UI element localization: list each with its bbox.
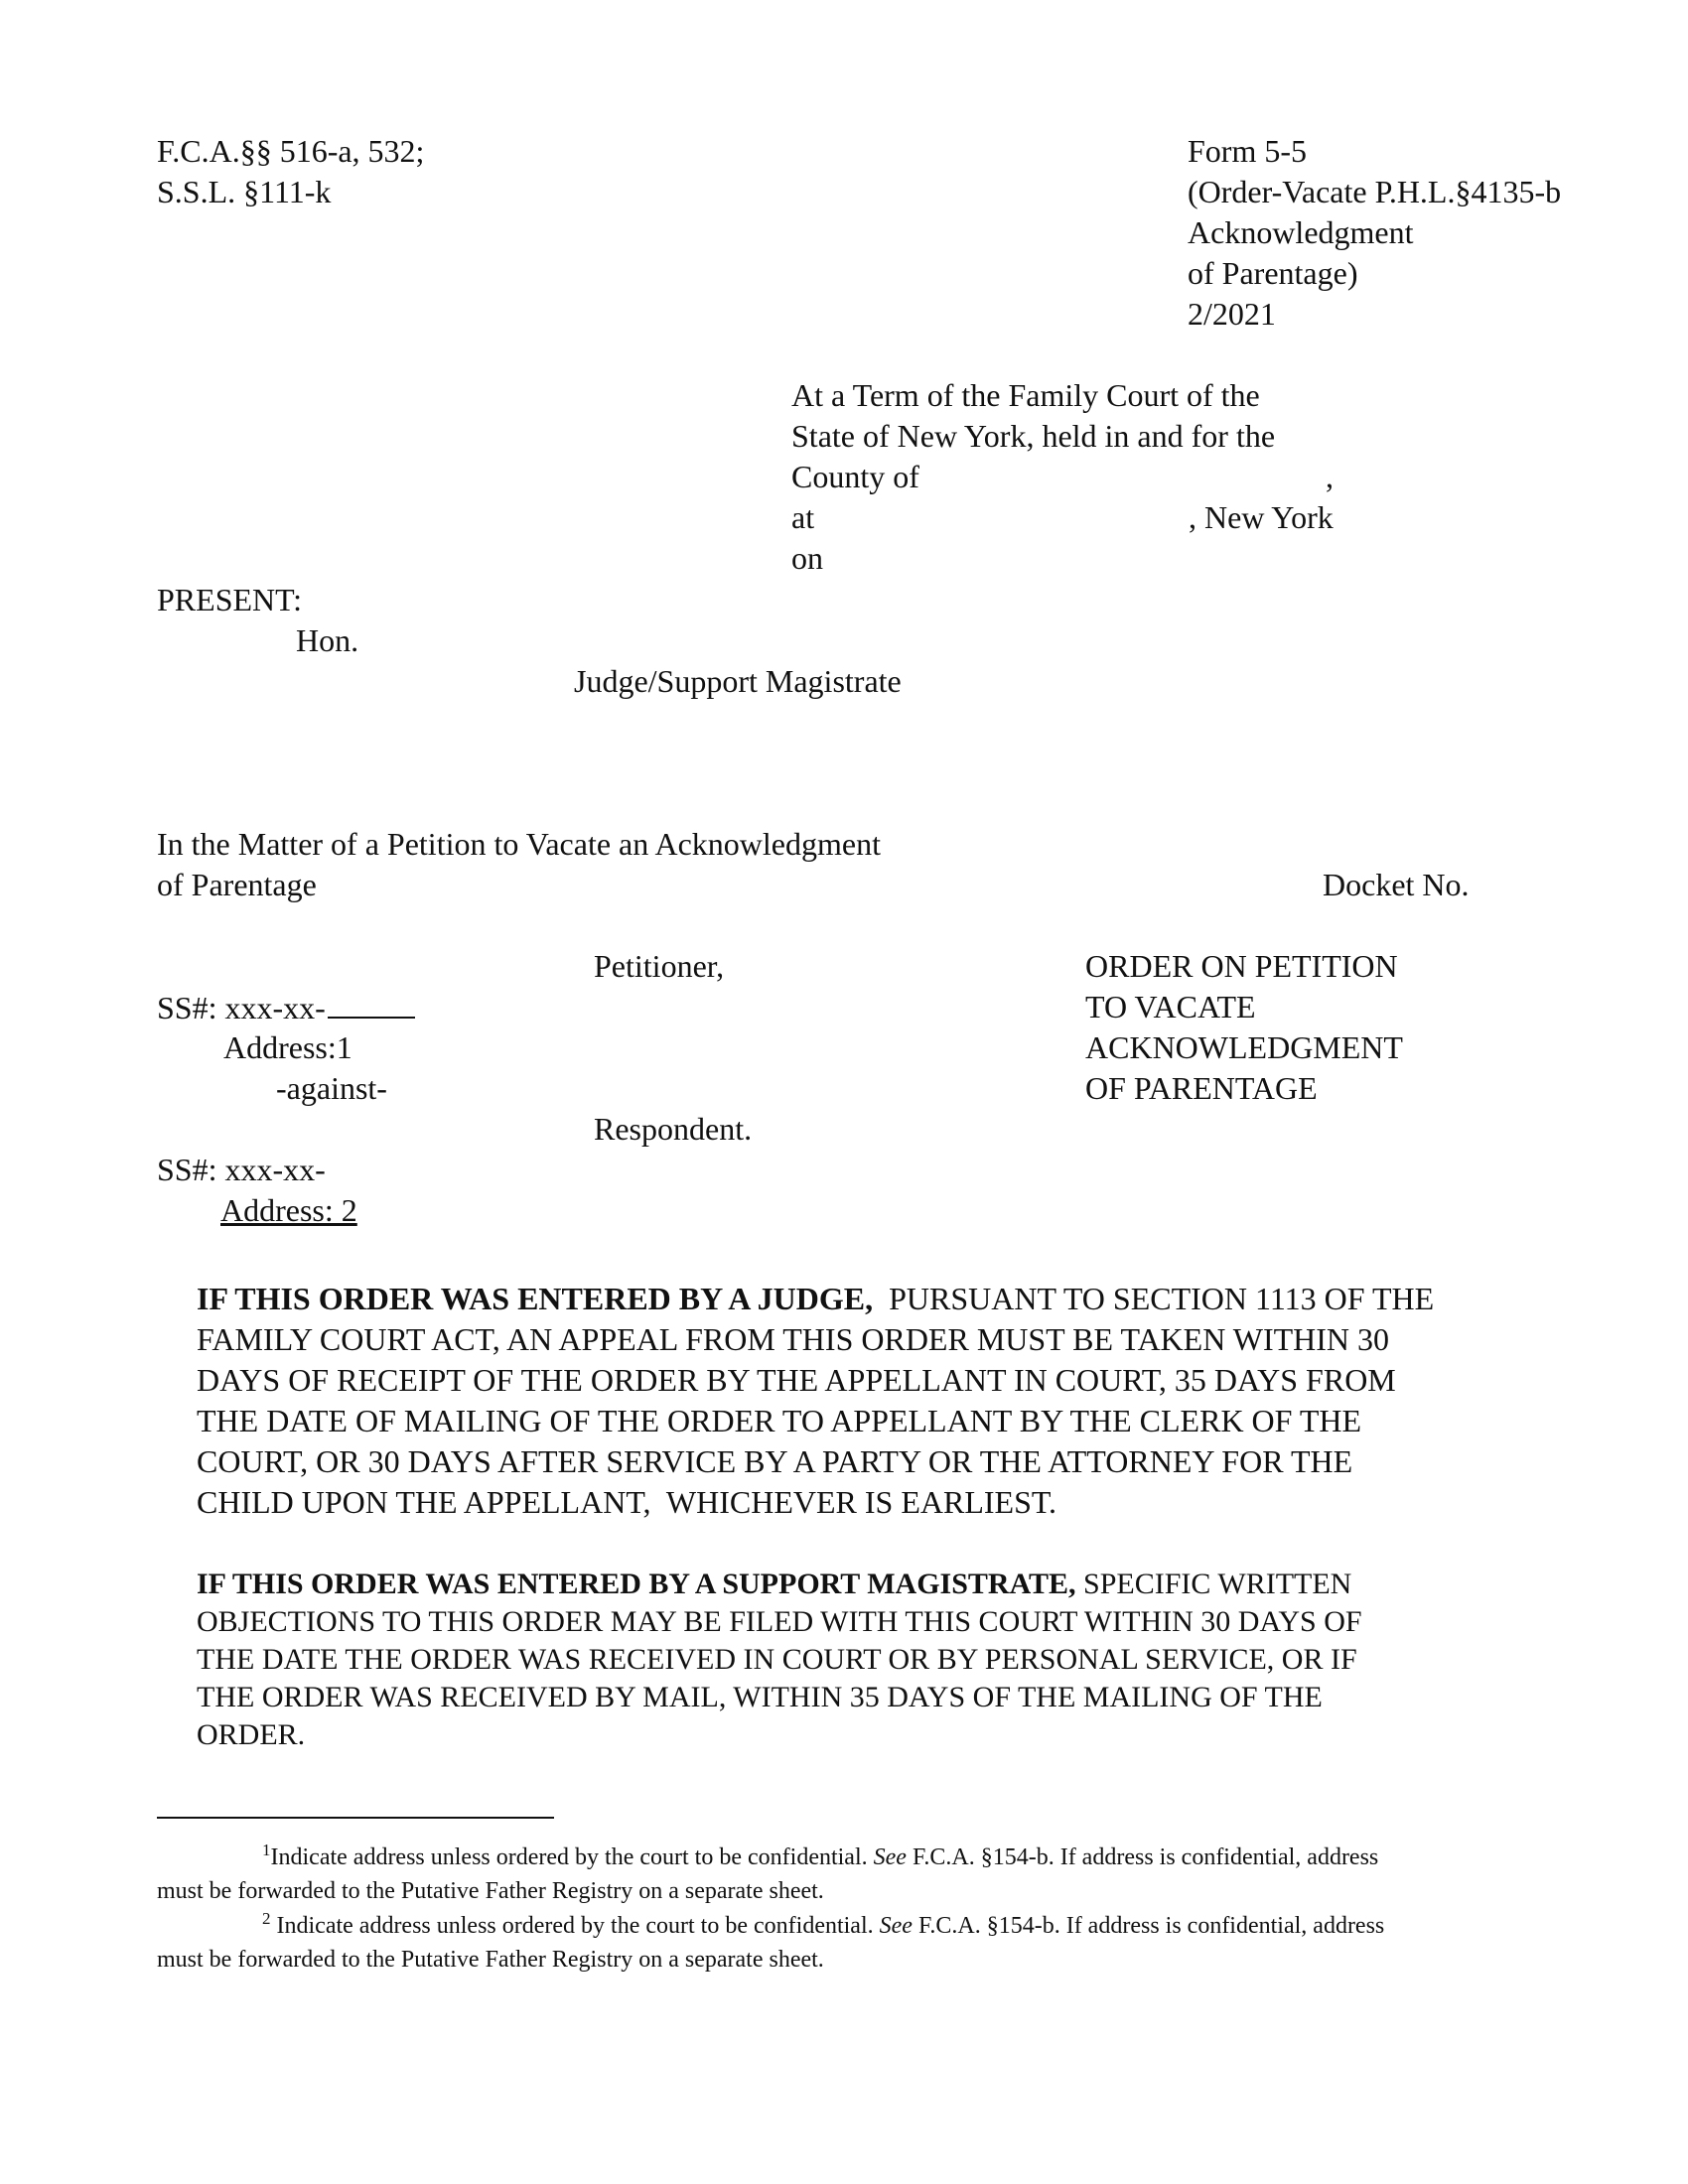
term-of-court	[791, 375, 1367, 579]
order-title-line-1: ORDER ON PETITION	[1085, 948, 1398, 984]
term-line-2: State of New York, held in and for the	[791, 418, 1276, 454]
footnote-2-mark: 2	[262, 1909, 271, 1928]
footnote-2	[157, 1909, 1384, 1977]
footnote-1-mark: 1	[262, 1841, 271, 1859]
against-label: -against-	[276, 1070, 387, 1106]
matter-caption	[157, 824, 881, 905]
petitioner-address-label: Address:	[223, 1029, 337, 1065]
judge-appeal-notice	[197, 1279, 1434, 1523]
magistrate-notice-bold: IF THIS ORDER WAS ENTERED BY A SUPPORT MAGISTRATE,	[197, 1568, 1076, 1600]
magistrate-notice-line-5: ORDER.	[197, 1718, 306, 1751]
form-number: Form 5-5	[1188, 133, 1307, 169]
footnote-2-line-1	[157, 1909, 1384, 1943]
matter-line-1: In the Matter of a Petition to Vacate an Acknowledgment	[157, 826, 881, 862]
footnote-1-see: See	[873, 1844, 907, 1870]
form-title-line-3: of Parentage)	[1188, 255, 1358, 291]
footnote-2-line-2: must be forwarded to the Putative Father Registry on a separate sheet.	[157, 1947, 824, 1973]
petitioner-ss-line	[157, 987, 415, 1028]
magistrate-notice-line-1	[197, 1566, 1362, 1603]
on-label: on	[791, 540, 823, 576]
footnote-ref-1: 1	[336, 1029, 352, 1065]
respondent-ss-label: SS#: xxx-xx-	[157, 1152, 326, 1187]
magistrate-notice-line-1-rest: SPECIFIC WRITTEN	[1075, 1568, 1352, 1600]
present-label: PRESENT:	[157, 582, 302, 617]
at-line	[791, 497, 1367, 538]
docket-label: Docket No.	[1323, 867, 1470, 902]
petitioner-address-line	[223, 1027, 352, 1068]
footnote-1	[157, 1841, 1378, 1908]
order-title-line-4: OF PARENTAGE	[1085, 1070, 1318, 1106]
hon-label: Hon.	[296, 622, 359, 658]
petitioner-ss-blank	[328, 987, 415, 1019]
judge-notice-line-1-rest: PURSUANT TO SECTION 1113 OF THE	[873, 1281, 1435, 1316]
judge-notice-line-2: FAMILY COURT ACT, AN APPEAL FROM THIS ORDER MUST BE TAKEN WITHIN 30	[197, 1321, 1390, 1357]
statute-citation	[157, 131, 424, 212]
judge-title: Judge/Support Magistrate	[574, 663, 902, 699]
judge-notice-line-5: COURT, OR 30 DAYS AFTER SERVICE BY A PARTY OR THE ATTORNEY FOR THE	[197, 1443, 1353, 1479]
county-comma: ,	[1326, 459, 1334, 494]
footnote-2-see: See	[879, 1913, 913, 1939]
footnote-1-line-1	[157, 1841, 1378, 1874]
new-york-label: , New York	[1189, 499, 1334, 535]
county-line	[791, 457, 1367, 497]
form-date: 2/2021	[1188, 296, 1276, 332]
magistrate-objection-notice	[197, 1566, 1362, 1754]
statute-line-1: F.C.A.§§ 516-a, 532;	[157, 133, 425, 169]
footnote-1-line-2: must be forwarded to the Putative Father Registry on a separate sheet.	[157, 1878, 824, 1904]
matter-line-2: of Parentage	[157, 867, 317, 902]
petitioner-label: Petitioner,	[594, 948, 725, 984]
form-identifier	[1188, 131, 1561, 335]
at-label: at	[791, 499, 815, 535]
county-label: County of	[791, 459, 919, 494]
term-line-1: At a Term of the Family Court of the	[791, 377, 1260, 413]
judge-notice-line-4: THE DATE OF MAILING OF THE ORDER TO APPELLANT BY THE CLERK OF THE	[197, 1403, 1362, 1438]
footnote-2-text-b: F.C.A. §154-b. If address is confidential, address	[912, 1913, 1385, 1939]
respondent-label: Respondent.	[594, 1111, 753, 1147]
magistrate-notice-line-4: THE ORDER WAS RECEIVED BY MAIL, WITHIN 35 DAYS OF THE MAILING OF THE	[197, 1681, 1323, 1713]
statute-line-2: S.S.L. §111-k	[157, 174, 332, 209]
footnote-separator	[157, 1817, 554, 1819]
footnote-1-text-a: Indicate address unless ordered by the court to be confidential.	[270, 1844, 874, 1870]
judge-notice-bold: IF THIS ORDER WAS ENTERED BY A JUDGE,	[197, 1281, 874, 1316]
respondent-address-label: Address: 2	[220, 1192, 357, 1228]
order-title	[1085, 946, 1403, 1109]
magistrate-notice-line-3: THE DATE THE ORDER WAS RECEIVED IN COURT OR BY PERSONAL SERVICE, OR IF	[197, 1643, 1357, 1676]
petitioner-ss-label: SS#: xxx-xx-	[157, 990, 326, 1025]
judge-notice-line-6: CHILD UPON THE APPELLANT, WHICHEVER IS EARLIEST.	[197, 1484, 1057, 1520]
footnote-1-text-b: F.C.A. §154-b. If address is confidential, address	[906, 1844, 1379, 1870]
judge-notice-line-1	[197, 1279, 1434, 1319]
order-title-line-2: TO VACATE	[1085, 989, 1256, 1024]
footnote-2-text-a: Indicate address unless ordered by the court to be confidential.	[270, 1913, 880, 1939]
form-title-line-2: Acknowledgment	[1188, 214, 1414, 250]
magistrate-notice-line-2: OBJECTIONS TO THIS ORDER MAY BE FILED WITH THIS COURT WITHIN 30 DAYS OF	[197, 1605, 1362, 1638]
order-title-line-3: ACKNOWLEDGMENT	[1085, 1029, 1403, 1065]
judge-notice-line-3: DAYS OF RECEIPT OF THE ORDER BY THE APPELLANT IN COURT, 35 DAYS FROM	[197, 1362, 1396, 1398]
form-title-line-1: (Order-Vacate P.H.L.§4135-b	[1188, 174, 1562, 209]
